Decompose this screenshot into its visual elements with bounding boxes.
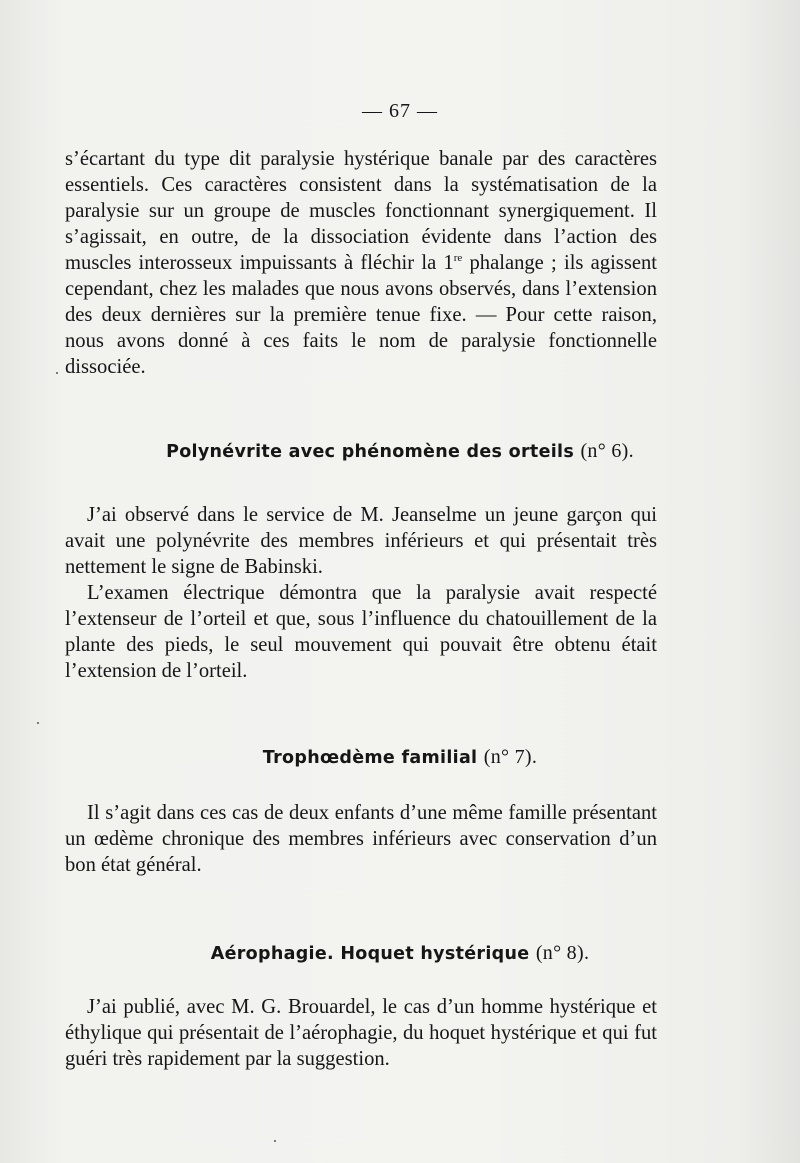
heading-title: Polynévrite avec phénomène des orteils xyxy=(166,442,575,462)
ordinal-superscript: re xyxy=(453,252,463,265)
section-heading-trophoedeme xyxy=(0,746,800,769)
scan-speck xyxy=(56,372,58,374)
paragraph-5-text: J’ai publié, avec M. G. Brouardel, le cas d’un homme hystérique et éthylique qui présentait de l’aérophagie, du hoquet hystérique et qui fut guéri très rapidement par la suggestion. xyxy=(65,996,657,1070)
paragraph-1 xyxy=(65,146,657,380)
paragraph-2 xyxy=(65,502,657,684)
heading-number: (n° 6). xyxy=(580,440,634,462)
paragraph-4-text: Il s’agit dans ces cas de deux enfants d’une même famille présentant un œdème chronique des membres inférieurs avec conservation d’un bon état général. xyxy=(65,802,657,876)
paragraph-5 xyxy=(65,994,657,1072)
heading-number: (n° 8). xyxy=(535,942,590,964)
heading-number: (n° 7). xyxy=(483,746,538,768)
section-heading-aerophagie xyxy=(0,942,800,965)
paragraph-1-text-tail: phalange ; ils agissent cependant, chez les malades que nous avons observés, dans l’extension des deux dernières sur la première tenue fixe. — Pour cette raison, nous avons donné à ces faits le nom de paralysie fonctionnelle dissociée. xyxy=(65,252,657,378)
heading-title: Aérophagie. Hoquet hystérique xyxy=(210,944,530,964)
scan-speck xyxy=(37,722,39,724)
section-heading-polynevrite xyxy=(0,440,800,463)
paragraph-3-text: L’examen électrique démontra que la paralysie avait respecté l’extenseur de l’orteil et que, sous l’influence du chatouillement de la plante des pieds, le seul mouvement qui pouvait être obtenu était l’extension de l’orteil. xyxy=(65,582,657,682)
heading-title: Trophœdème familial xyxy=(262,748,478,768)
show-through-texture xyxy=(60,370,700,1070)
page-number: — 67 — xyxy=(362,100,438,122)
paragraph-2-text: J’ai observé dans le service de M. Jeanselme un jeune garçon qui avait une polynévrite des membres inférieurs et qui présentait très nettement le signe de Babinski. xyxy=(65,504,657,578)
scan-speck xyxy=(274,1140,276,1142)
paragraph-1-text: s’écartant du type dit paralysie hystérique banale par des caractères essentiels. Ces caractères consistent dans la systématisation de la paralysie sur un groupe de muscles fonctionnant synergiquement. Il s’agissait, en outre, de la dissociation évidente dans l’action des muscles interosseux impuissants à fléchir la 1 xyxy=(65,148,657,274)
paragraph-4 xyxy=(65,800,657,878)
